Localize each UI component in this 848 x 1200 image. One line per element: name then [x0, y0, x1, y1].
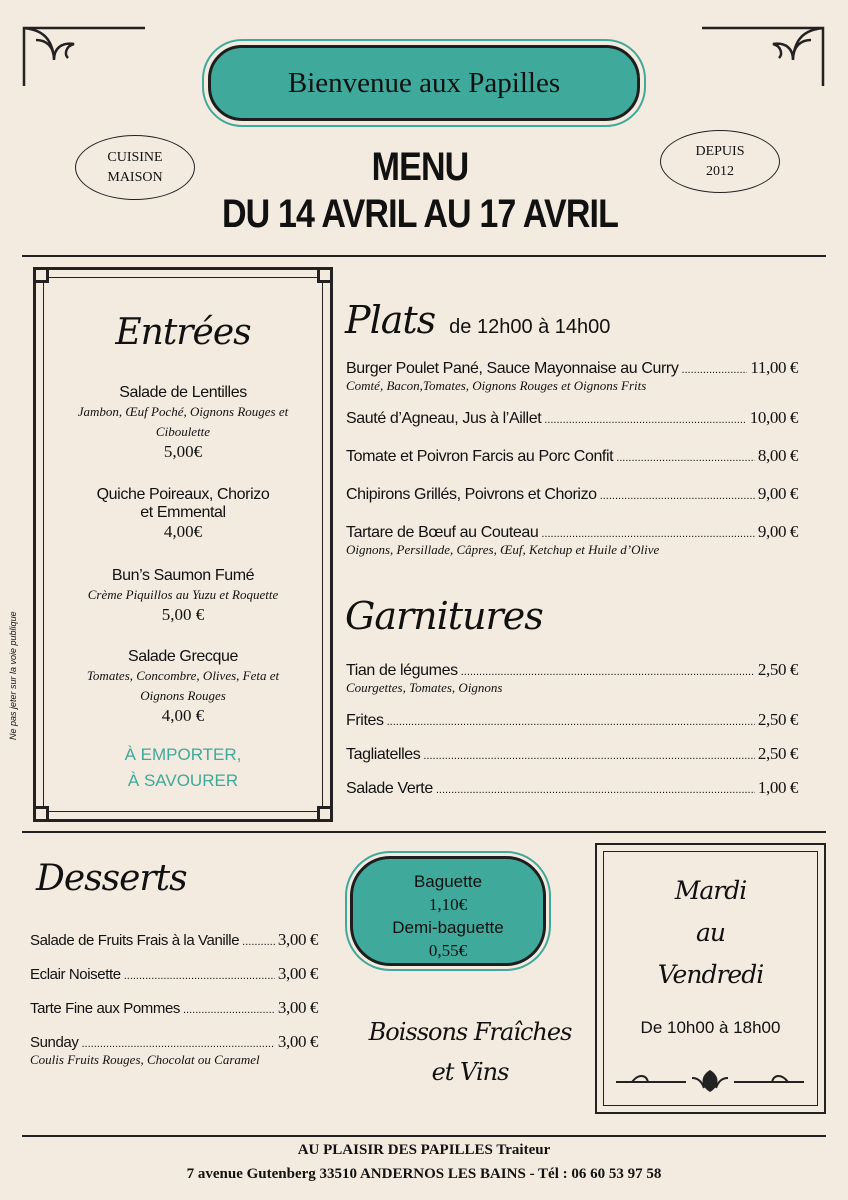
item-name: Sauté d’Agneau, Jus à l’Aillet — [346, 410, 542, 427]
takeaway-line: À SAVOURER — [127, 771, 239, 790]
item-name: Salade Grecque — [127, 648, 239, 665]
bread-line: Demi-baguette — [392, 918, 504, 937]
item-name: Tagliatelles — [346, 746, 421, 763]
bread-price: 0,55€ — [428, 941, 468, 960]
item-name: Salade Verte — [346, 780, 433, 797]
item-price: 3,00 € — [277, 1032, 318, 1051]
frame-corner — [317, 267, 333, 283]
takeaway-line: À EMPORTER, — [124, 745, 242, 764]
plats-header — [345, 298, 610, 342]
item-price: 11,00 € — [750, 358, 798, 377]
item-price: 3,00 € — [277, 930, 318, 949]
bread-prices — [350, 856, 546, 966]
item-name: Eclair Noisette — [30, 966, 121, 983]
badge-text: DEPUIS — [695, 143, 745, 159]
item-price: 10,00 € — [749, 408, 798, 427]
item-name: Tartare de Bœuf au Couteau — [346, 524, 539, 541]
plats-list — [346, 358, 798, 558]
item-price: 4,00€ — [163, 522, 203, 541]
item-desc: Comté, Bacon,Tomates, Oignons Rouges et Oignons Frits — [346, 378, 647, 393]
badge-cuisine-maison — [75, 135, 195, 200]
menu-dates: DU 14 AVRIL AU 17 AVRIL — [221, 192, 619, 236]
plats-heading: Plats — [345, 298, 436, 342]
item-desc: Tomates, Concombre, Olives, Feta et Oignons Rouges — [86, 668, 280, 703]
entree-item — [43, 567, 323, 625]
menu-item — [346, 710, 798, 730]
item-price: 3,00 € — [277, 998, 318, 1017]
item-name: Salade de Fruits Frais à la Vanille — [30, 932, 240, 949]
item-desc: Courgettes, Tomates, Oignons — [346, 680, 503, 695]
item-name: Sunday — [30, 1034, 79, 1051]
takeaway-note — [43, 742, 323, 794]
badge-text: 2012 — [706, 163, 734, 179]
item-price: 5,00€ — [163, 442, 203, 461]
item-desc: Coulis Fruits Rouges, Chocolat ou Caramel — [30, 1052, 260, 1067]
business-name: AU PLAISIR DES PAPILLES — [297, 1142, 493, 1158]
menu-item — [346, 522, 798, 542]
item-price: 2,50 € — [757, 744, 798, 763]
drinks-line: et Vins — [431, 1058, 509, 1086]
entree-item — [43, 486, 323, 542]
days-line: Mardi — [674, 876, 747, 905]
item-price: 4,00 € — [161, 706, 205, 725]
divider — [22, 255, 826, 257]
drinks-note — [345, 1012, 595, 1092]
business-type: Traiteur — [492, 1142, 551, 1158]
item-desc: Jambon, Œuf Poché, Oignons Rouges et Ciboulette — [77, 404, 289, 439]
drinks-line: Boissons Fraîches — [368, 1018, 572, 1046]
item-name: Chipirons Grillés, Poivrons et Chorizo — [346, 486, 597, 503]
footer-address: 7 avenue Gutenberg 33510 ANDERNOS LES BAINS - Tél : 06 60 53 97 58 — [186, 1166, 662, 1182]
menu-item — [346, 484, 798, 504]
garnitures-list — [346, 660, 798, 798]
footer-name — [0, 1142, 848, 1159]
opening-hours: De 10h00 à 18h00 — [640, 1018, 781, 1037]
item-price: 1,00 € — [757, 778, 798, 797]
entree-item — [43, 384, 323, 462]
bread-line: Baguette — [413, 872, 483, 891]
side-note: Ne pas jeter sur la voie publique — [8, 611, 18, 740]
corner-ornament-right — [700, 26, 825, 88]
frame-corner — [317, 806, 333, 822]
badge-depuis — [660, 130, 780, 193]
corner-ornament-left — [22, 26, 147, 88]
desserts-list — [30, 930, 318, 1068]
menu-item — [346, 358, 798, 378]
menu-title: MENU — [371, 145, 469, 189]
frame-corner — [33, 267, 49, 283]
plats-hours: de 12h00 à 14h00 — [449, 316, 611, 338]
item-price: 3,00 € — [277, 964, 318, 983]
item-name: Tomate et Poivron Farcis au Porc Confit — [346, 448, 614, 465]
menu-item — [30, 1032, 318, 1052]
welcome-banner: Bienvenue aux Papilles — [208, 45, 640, 121]
item-price: 2,50 € — [757, 710, 798, 729]
bread-price: 1,10€ — [428, 895, 468, 914]
flourish-ornament — [612, 1066, 808, 1096]
item-name: Burger Poulet Pané, Sauce Mayonnaise au Curry — [346, 360, 679, 377]
item-price: 8,00 € — [757, 446, 798, 465]
divider — [22, 831, 826, 833]
menu-item — [346, 744, 798, 764]
menu-item — [30, 930, 318, 950]
badge-text: MAISON — [107, 169, 163, 185]
item-price: 2,50 € — [757, 660, 798, 679]
menu-item — [30, 964, 318, 984]
menu-item — [346, 408, 798, 428]
item-desc: Oignons, Persillade, Câpres, Œuf, Ketchup et Huile d’Olive — [346, 542, 660, 557]
entree-item — [43, 648, 323, 726]
item-price: 5,00 € — [161, 605, 205, 624]
garnitures-heading: Garnitures — [345, 594, 543, 638]
days-line: au — [695, 918, 725, 947]
menu-item — [30, 998, 318, 1018]
item-name: Tarte Fine aux Pommes — [30, 1000, 180, 1017]
opening-days — [595, 870, 826, 996]
item-price: 9,00 € — [757, 484, 798, 503]
desserts-heading: Desserts — [36, 858, 187, 899]
item-desc: Crème Piquillos au Yuzu et Roquette — [87, 587, 279, 602]
frame-corner — [33, 806, 49, 822]
badge-text: CUISINE — [107, 149, 163, 165]
item-name: Bun’s Saumon Fumé — [111, 567, 255, 584]
item-price: 9,00 € — [757, 522, 798, 541]
item-name: Tian de légumes — [346, 662, 458, 679]
entrees-inner-frame — [43, 277, 323, 812]
item-name: Quiche Poireaux, Chorizo et Emmental — [96, 486, 270, 521]
item-name: Salade de Lentilles — [119, 384, 247, 401]
item-name: Frites — [346, 712, 384, 729]
menu-item — [346, 660, 798, 680]
menu-item — [346, 446, 798, 466]
divider — [22, 1135, 826, 1137]
menu-item — [346, 778, 798, 798]
entrees-heading: Entrées — [115, 312, 251, 353]
days-line: Vendredi — [657, 960, 764, 989]
